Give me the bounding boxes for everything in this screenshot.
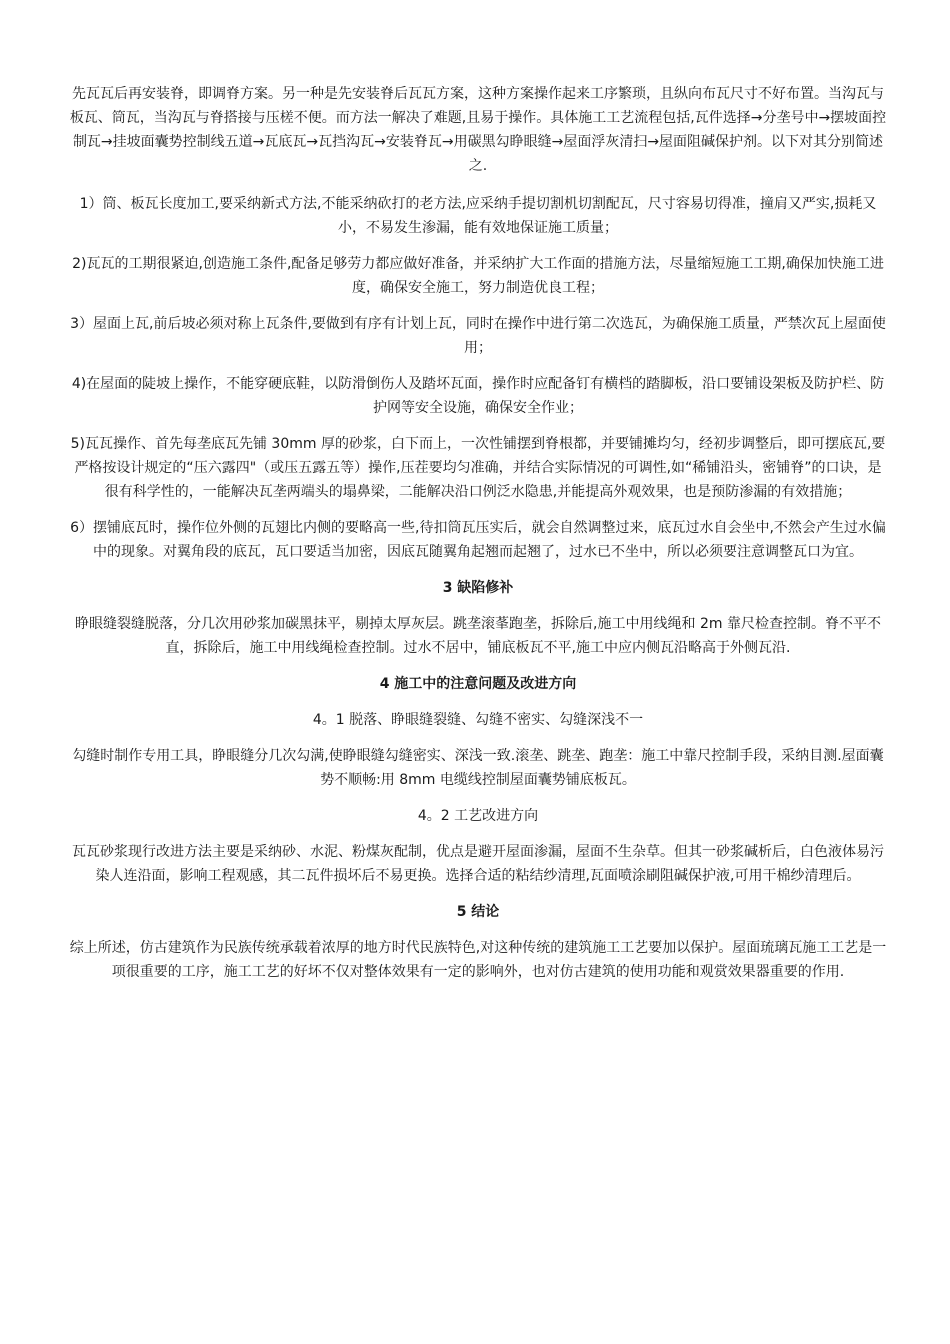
section-4-1-subheading: 4。1 脱落、睁眼缝裂缝、勾缝不密实、勾缝深浅不一 [312, 712, 644, 728]
list-item-2: 2)瓦瓦的工期很紧迫,创造施工条件,配备足够劳力都应做好准备，并采纳扩大工作面的措施方法，尽量缩短施工工期,确保加快施工进度，确保安全施工，努力制造优良工程； [72, 256, 884, 296]
section-3-heading: 3 缺陷修补 [442, 580, 514, 596]
list-item-5: 5)瓦瓦操作、首先每垄底瓦先铺 30mm 厚的砂浆，白下而上，一次性铺摆到脊根都，并要铺摊均匀，经初步调整后，即可摆底瓦,要严格按设计规定的“压六露四"（或压五露五等）操作,压茬要均匀准确，并结合实际情况的可调性,如“稀铺沿头，密铺脊”的口诀，是很有科学性的，一能解决瓦垄两端头的塌鼻梁，二能解决沿口例泛水隐患,并能提高外观效果，也是预防渗漏的有效措施； [70, 436, 886, 500]
intro-paragraph: 先瓦瓦后再安装脊，即调脊方案。另一种是先安装脊后瓦瓦方案，这种方案操作起来工序繁琐，且纵向布瓦尺寸不好布置。当沟瓦与板瓦、筒瓦，当沟瓦与脊搭接与压槎不便。而方法一解决了难题,且易于操作。具体施工工艺流程包括,瓦件选择→分垄号中→摆坡面控制瓦→挂坡面囊势控制线五道→瓦底瓦→瓦挡沟瓦→安装脊瓦→用碳黑勾睁眼缝→屋面浮灰清扫→屋面阻碱保护剂。以下对其分别简述之. [69, 86, 887, 174]
section-5-body: 综上所述，仿古建筑作为民族传统承载着浓厚的地方时代民族特色,对这种传统的建筑施工工艺要加以保护。屋面琉璃瓦施工工艺是一项很重要的工序，施工工艺的好坏不仅对整体效果有一定的影响外，也对仿古建筑的使用功能和观赏效果器重要的作用. [69, 940, 887, 980]
list-item-4: 4)在屋面的陡坡上操作，不能穿硬底鞋，以防滑倒伤人及踏坏瓦面，操作时应配备钉有横档的踏脚板，沿口要铺设架板及防护栏、防护网等安全设施，确保安全作业； [71, 376, 885, 416]
list-item-3: 3）屋面上瓦,前后坡必须对称上瓦条件,要做到有序有计划上瓦，同时在操作中进行第二次选瓦，为确保施工质量，严禁次瓦上屋面使用； [70, 316, 886, 356]
section-3-body: 睁眼缝裂缝脱落，分几次用砂浆加碳黑抹平，剔掉太厚灰层。跳垄滚莑跑垄，拆除后,施工中用线绳和 2m 靠尺检查控制。脊不平不直，拆除后，施工中用线绳检查控制。过水不居中，铺底板瓦不平,施工中应内侧瓦沿略高于外侧瓦沿. [75, 616, 881, 656]
section-4-2-body: 瓦瓦砂浆现行改进方法主要是采纳砂、水泥、粉煤灰配制，优点是避开屋面渗漏，屋面不生杂草。但其一砂浆碱析后，白色液体易污染人连沿面，影响工程观感，其二瓦件损坏后不易更换。选择合适的粘结纱清理,瓦面喷涂刷阻碱保护液,可用干棉纱清理后。 [72, 844, 884, 884]
document-page [68, 82, 888, 996]
section-4-2-subheading: 4。2 工艺改进方向 [417, 808, 539, 824]
section-4-1-body: 勾缝时制作专用工具，睁眼缝分几次勾满,使睁眼缝勾缝密实、深浅一致.滚垄、跳垄、跑垄：施工中靠尺控制手段，采纳目测.屋面囊势不顺畅:用 8mm 电缆线控制屋面囊势铺底板瓦。 [72, 748, 884, 788]
list-item-1: 1）筒、板瓦长度加工,要采纳新式方法,不能采纳砍打的老方法,应采纳手提切割机切割配瓦，尺寸容易切得准，撞肩又严实,损耗又小，不易发生渗漏，能有效地保证施工质量； [79, 196, 877, 236]
list-item-6: 6）摆铺底瓦时，操作位外侧的瓦翅比内侧的要略高一些,待扣筒瓦压实后，就会自然调整过来，底瓦过水自会坐中,不然会产生过水偏中的现象。对翼角段的底瓦，瓦口要适当加密，因底瓦随翼角起翘而起翘了，过水已不坐中，所以必须要注意调整瓦口为宜。 [70, 520, 886, 560]
section-4-heading: 4 施工中的注意问题及改进方向 [379, 676, 577, 692]
section-5-heading: 5 结论 [456, 904, 500, 920]
